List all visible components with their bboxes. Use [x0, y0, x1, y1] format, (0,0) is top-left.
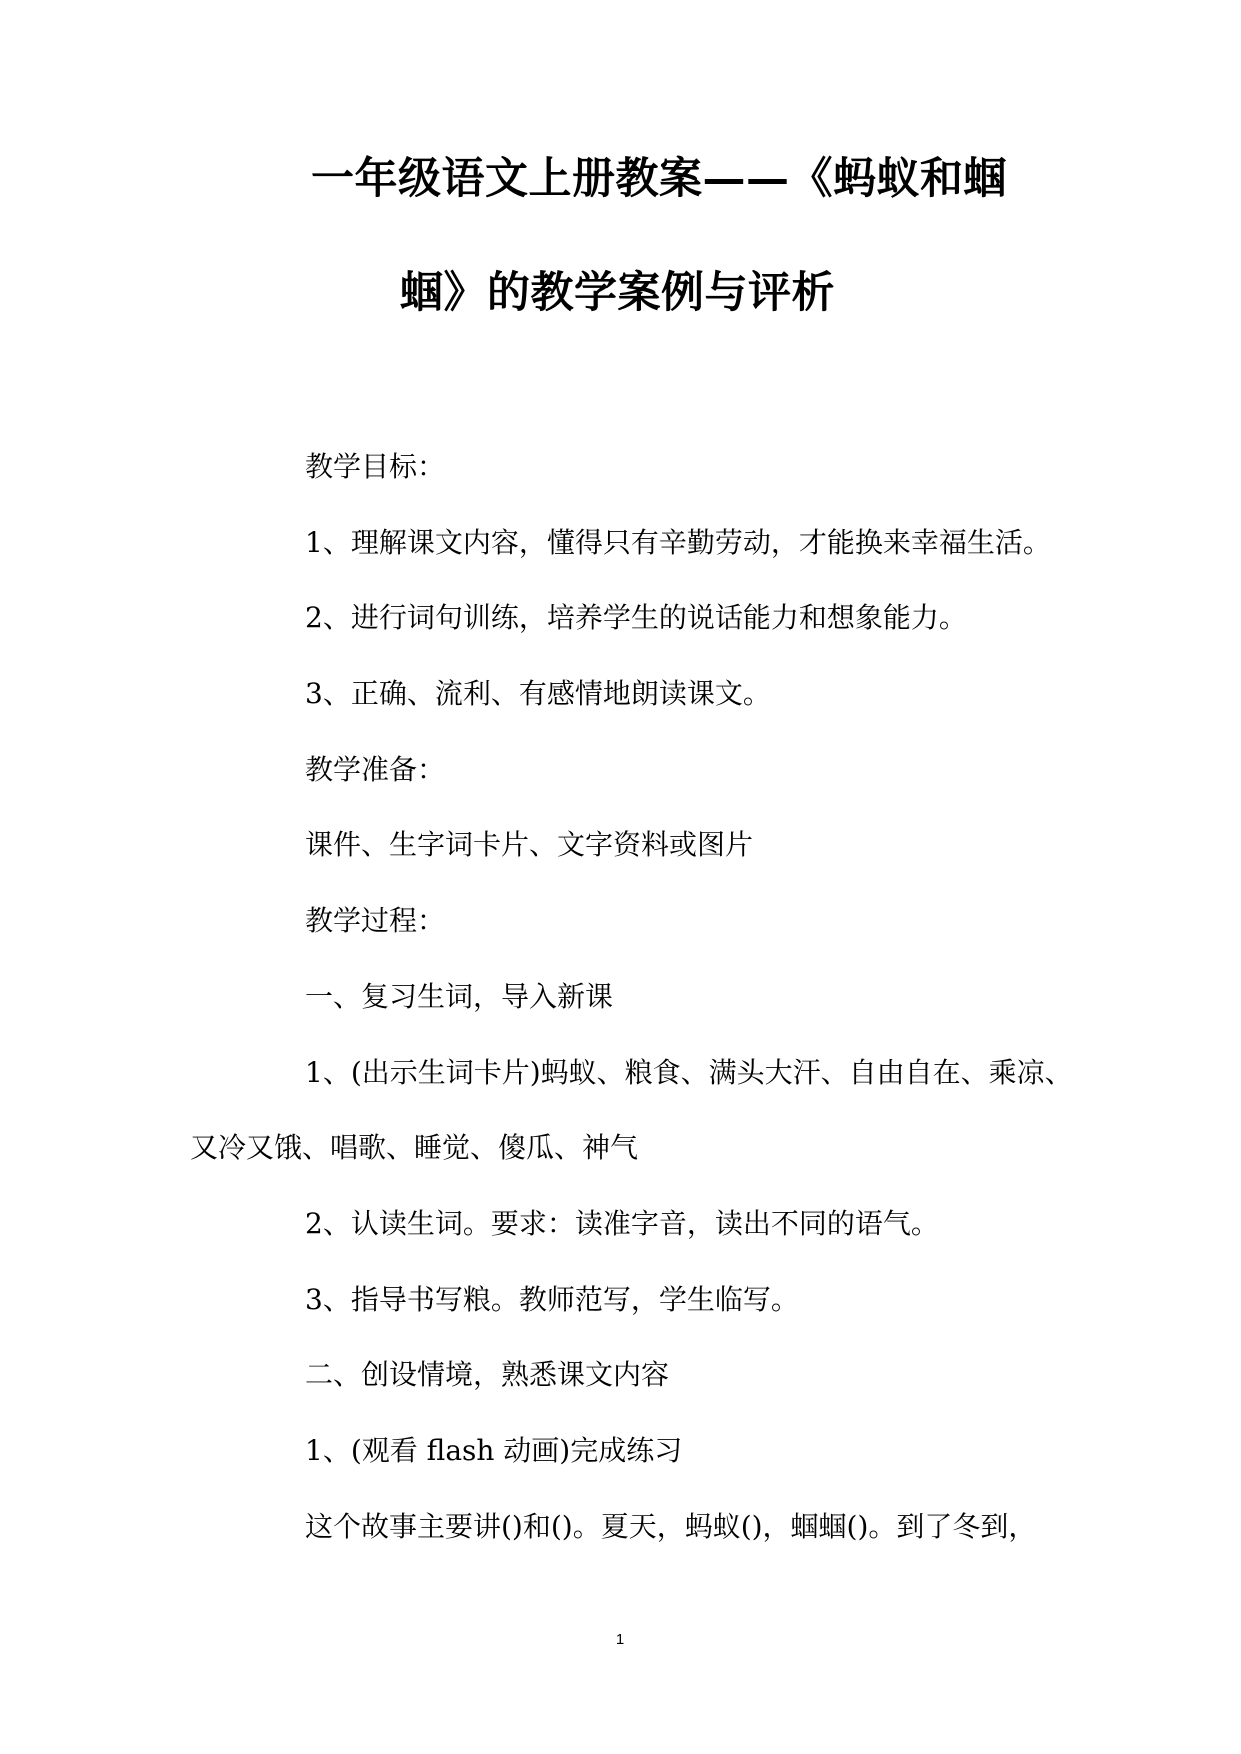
document-title-line-1: 一年级语文上册教案——《蚂蚁和蝈	[311, 154, 1007, 204]
exercise-text: 这个故事主要讲()和()。夏天，蚂蚁()，蝈蝈()。到了冬到，	[305, 1509, 1037, 1543]
process-step-1-item-1: 1、(出示生词卡片)蚂蚁、粮食、满头大汗、自由自在、乘凉、	[305, 1055, 1073, 1089]
process-step-2-item-1: 1、(观看 flash 动画)完成练习	[305, 1433, 683, 1467]
objective-item-1: 1、理解课文内容，懂得只有辛勤劳动，才能换来幸福生活。	[305, 525, 1051, 559]
page-number: 1	[615, 1631, 625, 1648]
section-heading-objectives: 教学目标：	[305, 450, 446, 483]
objective-item-3: 3、正确、流利、有感情地朗读课文。	[305, 677, 771, 711]
process-step-1-heading: 一、复习生词，导入新课	[305, 979, 614, 1013]
objective-item-2: 2、进行词句训练，培养学生的说话能力和想象能力。	[305, 601, 967, 635]
process-step-2-heading: 二、创设情境，熟悉课文内容	[305, 1358, 670, 1392]
process-step-1-item-2: 2、认读生词。要求：读准字音，读出不同的语气。	[305, 1206, 939, 1240]
section-heading-process: 教学过程：	[305, 904, 446, 938]
document-body	[190, 429, 1090, 1564]
process-step-1-item-3: 3、指导书写粮。教师范写，学生临写。	[305, 1282, 799, 1316]
process-step-1-item-1-continued: 又冷又饿、唱歌、睡觉、傻瓜、神气	[190, 1131, 639, 1165]
preparation-text: 课件、生字词卡片、文字资料或图片	[305, 828, 754, 862]
section-heading-preparation: 教学准备：	[305, 752, 446, 786]
document-title-line-2: 蝈》的教学案例与评析	[400, 268, 835, 318]
